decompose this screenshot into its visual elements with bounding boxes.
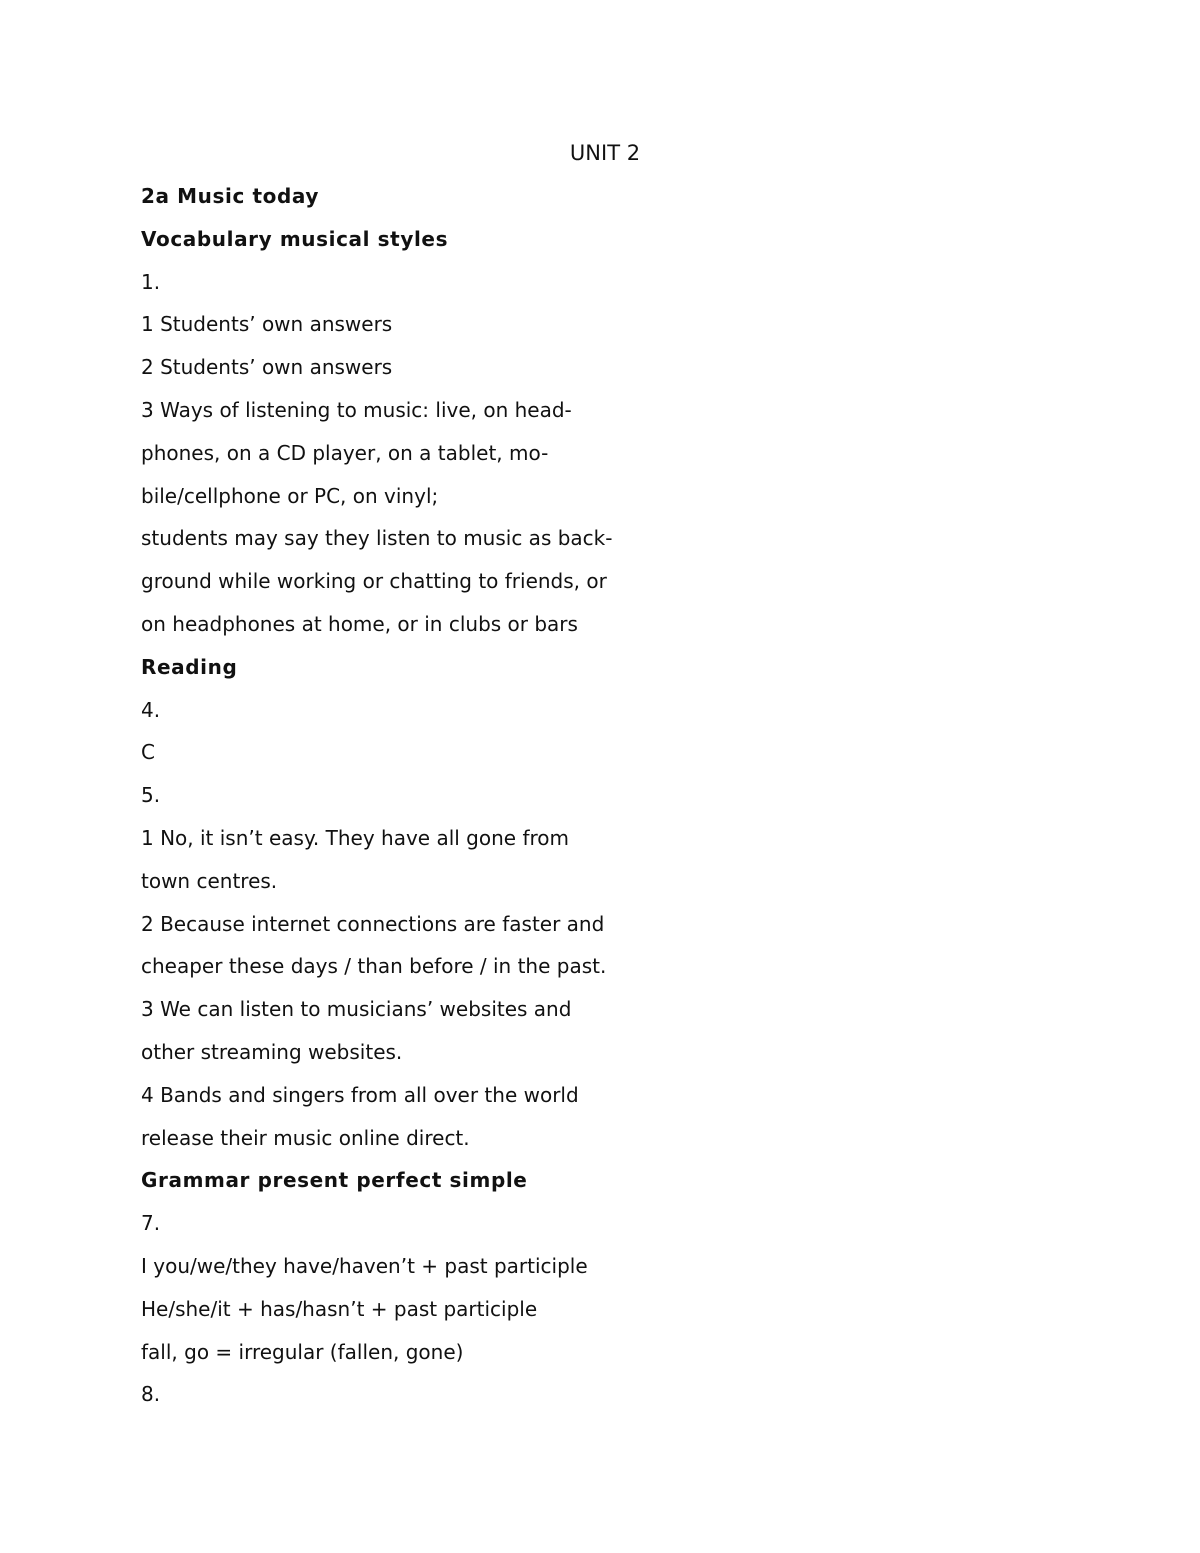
text-line: on headphones at home, or in clubs or bars bbox=[141, 611, 578, 636]
document-body bbox=[141, 182, 671, 1423]
text-line: cheaper these days / than before / in the past. bbox=[141, 954, 607, 979]
text-line: fall, go = irregular (fallen, gone) bbox=[141, 1339, 464, 1364]
text-line: He/she/it + has/hasn’t + past participle bbox=[141, 1296, 538, 1321]
text-line: 5. bbox=[141, 783, 161, 808]
text-line: 3 We can listen to musicians’ websites and bbox=[141, 997, 572, 1022]
text-line: other streaming websites. bbox=[141, 1039, 403, 1064]
text-line: town centres. bbox=[141, 868, 278, 893]
text-line: I you/we/they have/haven’t + past participle bbox=[141, 1253, 588, 1278]
text-line: 4. bbox=[141, 697, 161, 722]
text-line: 7. bbox=[141, 1211, 161, 1236]
text-line: 1. bbox=[141, 269, 161, 294]
text-line: students may say they listen to music as back- bbox=[141, 526, 613, 551]
text-line: release their music online direct. bbox=[141, 1125, 470, 1150]
section-heading: Reading bbox=[141, 654, 238, 679]
text-line: 8. bbox=[141, 1382, 161, 1407]
text-line: 3 Ways of listening to music: live, on head- bbox=[141, 397, 572, 422]
text-line: C bbox=[141, 740, 155, 765]
text-line: 2 Students’ own answers bbox=[141, 355, 393, 380]
section-heading: Vocabulary musical styles bbox=[141, 226, 449, 251]
text-line: 1 No, it isn’t easy. They have all gone from bbox=[141, 825, 569, 850]
text-line: 4 Bands and singers from all over the world bbox=[141, 1082, 579, 1107]
text-line: phones, on a CD player, on a tablet, mo- bbox=[141, 440, 549, 465]
section-heading: 2a Music today bbox=[141, 184, 320, 208]
text-line: 2 Because internet connections are faster and bbox=[141, 911, 605, 936]
section-heading: Grammar present perfect simple bbox=[141, 1168, 528, 1193]
text-line: 1 Students’ own answers bbox=[141, 312, 393, 337]
text-line: ground while working or chatting to friends, or bbox=[141, 569, 607, 594]
page-title: UNIT 2 bbox=[569, 141, 641, 165]
text-line: bile/cellphone or PC, on vinyl; bbox=[141, 483, 439, 508]
